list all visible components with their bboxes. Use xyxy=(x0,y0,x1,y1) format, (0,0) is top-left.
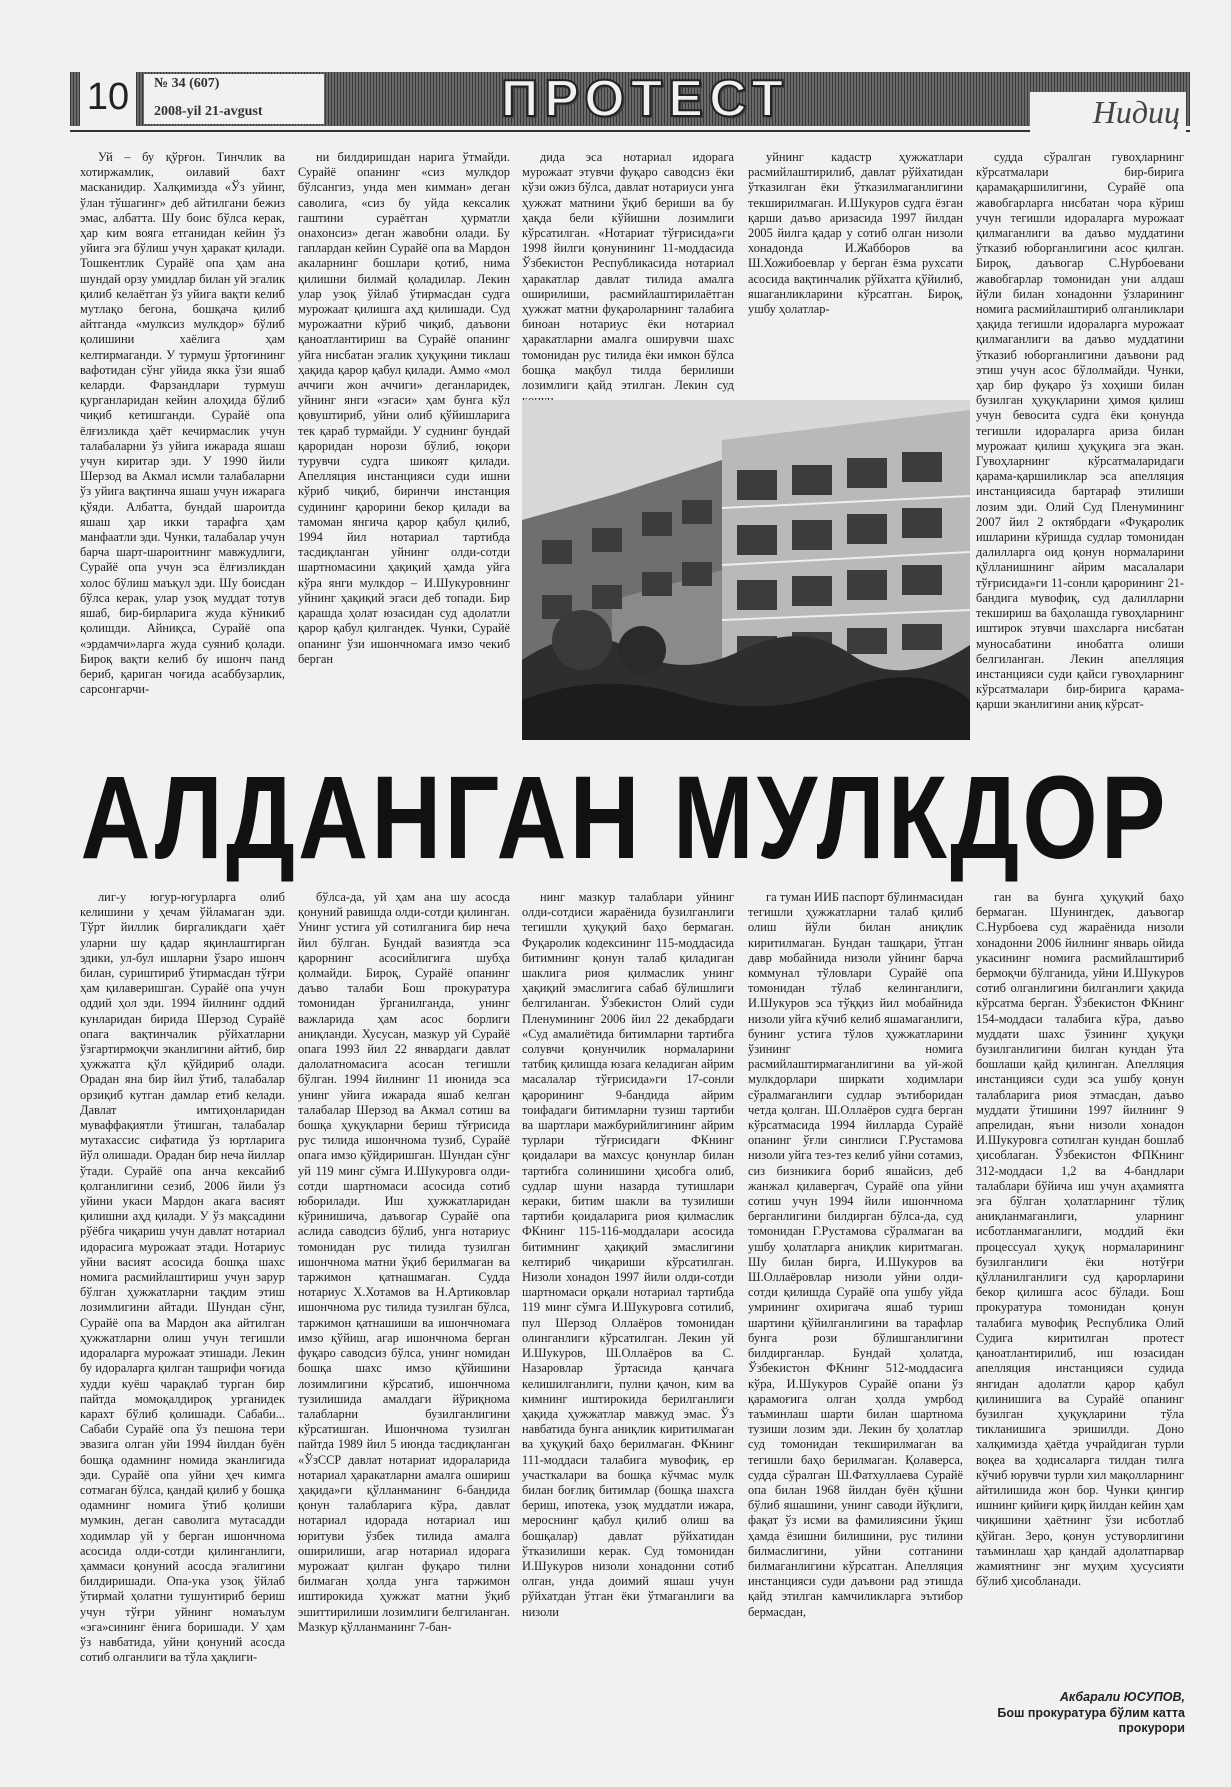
bottom-column-3 xyxy=(522,890,734,1770)
author-signature xyxy=(975,1690,1185,1737)
top-column-5 xyxy=(976,150,1184,745)
article-headline xyxy=(75,750,1175,885)
rubric-title: ПРОТЕСТ xyxy=(500,70,790,128)
top-column-3 xyxy=(522,150,734,396)
page-number-box xyxy=(80,68,136,126)
rubric-box xyxy=(480,68,810,130)
article-text: га туман ИИБ паспорт бўлинмасидан тегишли ҳужжатларни талаб қилиб олиш йўли билан аниқлик киритилмаган. Бундан ташқари, ўтган давр мобайнида низоли уйнинг барча коммунал тўловлари Сурайё опа томонидан тўлаб келинганлиги, И.Шукуров эса тўққиз йил мобайнида низоли уйга кўчиб келиб яшамаганлиги, бунинг устига тўлов ҳужжатларини ўзининг номига расмийлаштирмаганлигини ва уй-жой мулкдорлари ширкати ходимлари сўралмаганлиги судлар эътиборидан четда қолган. Ш.Оллаёров судга берган кўрсатмасида 1994 йилларда Сурайё опанинг ўғли синглиси Г.Рустамова низоли уйга тез-тез келиб уйни сотамиз, сиз бизникига бориб яшайсиз, деб жанжал қилавергач, Сурайё опа уйни сотиш учун 1994 йили ишончнома берганлигини билдирган бўлса-да, суд томонидан Г.Рустамова сўралмаган ва ушбу ҳолатларга аниқлик киритмаган. Шу билан бирга, И.Шукуров ва Ш.Оллаёровлар низоли уйни олди-сотди қилишда Сурайё опа ушбу уйда умрининг охиригача яшаб туриш шартини қўйилганлигини ва тарафлар бунга рози бўлишганлигини билдирганлар. Бундай ҳолатда, Ўзбекистон ФКнинг 512-моддасига кўра, И.Шукуров Сурайё опани ўз қарамоғига олган ҳолда умрбод таъминлаш шарти билан шартнома тузиши лозим эди. Лекин бу ҳолатлар суд томонидан текширилмаган ва тегишли баҳо берилмаган. Қолаверса, судда сўралган Ш.Фатхуллаева Сурайё опа билан 1968 йилдан буён қўшни бўлиб яшашини, унинг саводи йўқлиги, фақат ўз исми ва фамилиясини ўқиш ҳамда ёзишни билишини, рус тилини билмаслигини, уйни сотганини билмаганлигини кўрсатган. Апелляция инстанцияси суди даъвони рад этишда қайд этилган камчиликларга эътибор бермасдан, xyxy=(748,890,963,1619)
bottom-column-4 xyxy=(748,890,963,1770)
article-text: дида эса нотариал идорага мурожаат этувчи фуқаро саводсиз ёки кўзи ожиз бўлса, давлат нотариуси унга ҳужжат матнини ўқиб бериши ва бу ҳақда бели кўйишни лозимлиги кўрсатилган. «Нотариат тўғрисида»ги 1998 йилги қонунининг 11-моддасида Ўзбекистон Республикасида нотариал ҳаракатлар давлат тилида амалга оширилиши, расмийлаштирилаётган ҳужжат матни фуқароларнинг талабига биноан нотариус ёки нотариал ҳаракатларни амалга оширувчи шахс томонидан рус тилида ёки имкон бўлса бошқа мақбул тилда берилиши лозимлиги қайд этилган. Лекин суд xyxy=(522,150,734,393)
page-header xyxy=(70,68,1190,132)
article-text: нинг мазкур талаблари уйнинг олди-сотдиси жараёнида бузилганлиги тегишли ҳуқуқий баҳо бермаган. Фуқаролик кодексининг 115-моддасида битимнинг қонун талаб қиладиган шаклига риоя қилмаслик унинг ҳақиқий эмаслигига сабаб бўлишлиги белгиланган. Ўзбекистон Олий суди Пленумининг 2006 йил 22 декабрдаги «Суд амалиётида битимларни тартибга солувчи қонунчилик нормаларини татбиқ қилишда юзага келадиган айрим масалалар тўғрисида»ги 17-сонли қарорининг 9-бандида айрим тоифадаги битимларни тузиш тартиби ва шартлари мажбурийлигининг айрим турлари тўғрисидаги ФКнинг қоидалари ва махсус қонунлар билан тартибга солинишини ҳисобга олиб, судлар шуни назарда тутишлари кераки, битим шакли ва тузилиши тартиби қоидаларига риоя қилмаслик ФКнинг 115-116-моддалари асосида битимнинг ҳақиқий эмаслигини келтириб чиқариши кўрсатилган. Низоли хонадон 1997 йили олди-сотди шартномаси орқали нотариал тартибда 119 минг сўмга И.Шукуровга сотилиб, пул Шерзод Оллаёров томонидан олинганлиги кўрсатилган. Лекин уй И.Шукуров, Ш.Оллаёров ва С. Назаровлар ўртасида қанчага келишилганлиги, пулни қачон, ким ва кимнинг иштирокида берилганлиги ҳақида ҳужжатлар мавжуд эмас. Ўз навбатида бунга аниқлик киритилмаган ва ҳуқуқий баҳо берилмаган. ФКнинг 111-моддаси талабига мувофиқ, ер участкалари ва бошқа кўчмас мулк билан боғлиқ битимлар (бошқа шахсга бериш, ипотека, узоқ муддатли ижара, мероснинг қабул қилиб олиш ва бошқалар) давлат рўйхатидан ўтказилиши керак. Суд томонидан И.Шукуров низоли хонадонни сотиб олган, унда доимий яшаш учун рўйхатдан ўтган ёки ўтмаганлиги ва низоли xyxy=(522,890,734,1619)
bottom-column-5 xyxy=(976,890,1184,1685)
bottom-column-2 xyxy=(298,890,510,1770)
header-rule xyxy=(70,130,1190,132)
article-text: уйнинг кадастр ҳужжатлари расмийлаштирилиб, давлат рўйхатидан ўтказилган ёки ўтказилмаганлигини текширилмаган. И.Шукуров судга ёзган қарши даъво аризасида 1997 йилдан 2005 йилга қадар у сотиб олган низоли хонадонда И.Жабборов ва Ш.Хожибоевлар у берган ёзма рухсати асосида вақтинчалик рўйхатга қўйилиб, яшаганликларини кўрсатган. Бироқ, ушбу ҳолатлар- xyxy=(748,150,963,317)
author-position-cont: прокурори xyxy=(1118,1721,1185,1735)
issue-date: 2008-yil 21-avgust xyxy=(154,104,263,119)
top-column-4 xyxy=(748,150,963,396)
article-text: бўлса-да, уй ҳам ана шу асосда қонуний равишда олди-сотди қилинган. Унинг устига уй сотилганига бир неча йил бўлган. Бундай вазиятда эса қарорнинг асосийлигига шубҳа қолмайди. Бироқ, Сурайё опанинг даъво талаби Бош прокуратура томонидан ўрганилганда, унинг важларида ҳам асос борлиги аниқланди. Хусусан, мазкур уй Сурайё опага 1993 йил 22 январдаги давлат далолатномасига асосан тегишли бўлган. 1994 йилнинг 11 июнида эса унинг уйига ижарада яшаб келган талабалар Шерзод ва Акмал сотиш ва бошқа ҳуқуқларни бериш тўғрисида рус тилида ишончнома тузиб, Сурайё опага имзо қўйдиришган. Шундан сўнг уй 119 минг сўмга И.Шукуровга олди-сотди шартномаси асосида сотиб юборилади. Иш ҳужжатларидан кўринишича, даъвогар Сурайё опа аслида саводсиз бўлиб, унга нотариус томонидан рус тилида тузилган ишончнома матни ўқиб берилмаган ва таржимон қатнашмаган. Судда нотариус Х.Хотамов ва Н.Артиковлар ишончнома рус тилида тузилган бўлса, таржимон қатнашиши ва ишончномага имзо қўйиш, агар ишончнома берган фуқаро саводсиз бўлса, унинг номидан бошқа шахс имзо қўйишини лозимлигини кўрсатиб, ишончнома тузилишида амалдаги йўриқнома талабларни бузилганлигини кўрсатишган. Ишончнома тузилган пайтда 1989 йил 5 июнда тасдиқланган «ЎзССР давлат нотариат идораларида нотариал ҳаракатларни амалга ошириш ҳақида»ги қўлланманинг 6-бандида қонун талабларига кўра, давлат нотариал идорада нотариал иш юритуви ўзбек тилида амалга оширилиши, агар нотариал идорага мурожаат қилган фуқаро тилни билмаган ҳолда унга таржимон иштирокида ҳужжат матни ўқиб эшиттирилиши лозимлиги белгиланган. Мазкур қўлланманинг 7-бан- xyxy=(298,890,510,1634)
article-text: лиг-у югур-югурларга олиб келишини у ҳечам ўйламаган эди. Тўрт йиллик биргаликдаги ҳаёт уларни шу қадар яқинлаштирган эдики, ул-бул ишларни ўзаро ишонч билан, суриштириб ўтирмасдан тўғри ҳам қилаверишган. Сурайё опа учун оддий ҳол эди. 1994 йилнинг оддий кунларидан бирида Шерзод Сурайё опага вақтинчалик рўйхатларни ўзгартирмоқчи эканлигини айтиб, бир ҳужжатга қўл қўйдириб олади. Орадан яна бир йил ўтиб, талабалар орзиқиб кутган дамлар етиб келади. Давлат имтиҳонларидан муваффақиятли ўтишган, талабалар мутахассис сифатида ўз юртларига йўл олишади. Орадан бир неча йиллар ўтади. Сурайё опа анча кексайиб қолганлигини сезиб, 2006 йили ўз уйини укаси Мардон акага васият қилишни аҳд қилади. У ўз мақсадини рўёбга чиқариш учун давлат нотариал идорасига мурожаат этади. Нотариус уйни васият асосида бошқа шахс номига расмийлаштириш учун зарур бўлган ҳужжатларни тақдим этиш лозимлигини айтади. Шундан сўнг, Сурайё опа ва Мардон ака айтилган ҳужжатларни олиш учун тегишли идораларга мурожаат этишади. Лекин бу идораларга қилган ташрифи чоғида худди куёш чарақлаб турган бир пайтда момоқалдироқ урганидек карахт бўлиб қолишади. Сабаби... Сабаби Сурайё опа ўз пешона тери эвазига олган уйи 1994 йилдан буён бошқа одамнинг номида эканлигида эди. Сурайё опа уйни ҳеч кимга сотмаган бўлса, қандай қилиб у бошқа одамнинг номига ўтиб қолиши мумкин, деган саволига мутасадди ходимлар уй у берган ишончнома асосида олди-сотди қилинганлиги, ҳаммаси қонуний асосда эгалигини билдиришади. Опа-ука узоқ ўйлаб ўтирмай ҳолатни тушунтириб бериш учун тўғри уйнинг номаълум «эга»сининг ёнига боришади. У ҳам ўз навбатида, уйни қонуний асосда сотиб олганлиги ва тўла ҳақлиги- xyxy=(80,890,285,1665)
article-text: ган ва бунга ҳуқуқий баҳо бермаган. Шунингдек, даъвогар С.Нурбоева суд жараёнида низоли хонадонни 2006 йилнинг январь ойида укасининг номига расмийлаштириб бермоқчи бўлганида, уйни И.Шукуров сотиб олганлигини билганлиги ҳақида кўрсатма берган. Ўзбекистон ФКнинг 154-моддаси талабига кўра, даъво муддати шахс ўзининг ҳуқуқи бузилганлигини билган кундан ўта бошлаши қайд қилинган. Апелляция инстанцияси суди эса ушбу қонун талабларига риоя этмасдан, даъво муддати ўтишини 1997 йилнинг 9 апрелидан, яъни низоли хонадон И.Шукуровга сотилган кундан бошлаб ҳисоблаган. Ўзбекистон ФПКнинг 312-моддаси 1,2 ва 4-бандлари талаблари бўйича иш учун аҳамиятга эга бўлган ҳолатларнинг тўлиқ аниқланмаганлиги, уларнинг исботланмаганлиги, моддий ёки процессуал ҳуқуқ нормаларининг бузилганлиги ёки нотўғри қўлланилганлиги суд қарорларини бекор қилишга асос бўлади. Бош прокуратура томонидан қонун талабига мувофиқ Республика Олий Судига киритилган протест қаноатлантирилиб, иш юзасидан апелляция инстанцияси судида янгидан адолатли қарор қабул қилинишига ва Сурайё опанинг бузилган ҳуқуқларини тўла тикланишига эришилди. Доно халқимизда ҳаётда учрайдиган турли воқеа ва ҳодисаларга тилдан тилга кўчиб юрувчи турли хил мақолларнинг айтилишида жон бор. Чунки қингир ишнинг қийиғи қирқ йилдан кейин ҳам чиқишини ҳаётнинг ўзи исботлаб қўйган. Зеро, қонун устуворлигини таъминлаш ҳар қандай адолатпарвар жамиятнинг энг муҳим ҳусусияти бўлиб ҳисобланади. xyxy=(976,890,1184,1589)
series-box xyxy=(1030,92,1186,132)
headline-text: АЛДАНГАН МУЛКДОР xyxy=(80,751,1170,884)
author-position: Бош прокуратура бўлим катта xyxy=(997,1705,1185,1720)
top-column-2 xyxy=(298,150,510,745)
top-column-1 xyxy=(80,150,285,745)
article-text: ни билдиришдан нарига ўтмайди. Сурайё опанинг «сиз мулкдор бўлсангиз, унда мен кимман» деган саволига, «сиз бу уйда кексалик гаштини сураётган ҳурматли онахонсиз» деган жавобни олади. Бу гаплардан кейин Сурайё опа ва Мардон акаларнинг бошлари қотиб, нима қилишни билмай қоладилар. Лекин улар узоқ ўйлаб ўтирмасдан судга мурожаат қилишга аҳд қилишади. Суд мурожаатни кўриб чиқиб, даъвони қаноатлантириш ва Сурайё опанинг уйга нисбатан эгалик ҳуқуқини тиклаш ҳақида қарор қабул қилади. Аммо «мол аччиги жон аччиги» деганларидек, уйнинг янги «эгаси» ҳам бунга кўл қовуштириб, уйни олиб қўйишларига тек қараб турмайди. У суднинг бундай қароридан норози бўлиб, юқори турувчи судга шикоят қилади. Апелляция инстанцияси суди ишни кўриб чиқиб, биринчи инстанция судининг қарорини бекор қилади ва тамоман янгича қарор қабул қилиб, 1994 йил нотариал тартибда тасдиқланган уйнинг олди-сотди шартномасини ҳақиқий ҳамда уйга кўра янги мулкдор – И.Шукуровнинг уйнинг ҳақиқий эгаси деб топади. Бир қарашда ҳолат юзасидан суд адолатли қарор қабул қилгандек. Чунки, Сурайё опанинг ўзи ишончномага имзо чекиб берган xyxy=(298,150,510,666)
issue-number: № 34 (607) xyxy=(154,76,220,91)
page-number: 10 xyxy=(86,75,130,118)
apartment-building-photo xyxy=(522,400,970,740)
bottom-column-1 xyxy=(80,890,285,1770)
article-text: судда сўралган гувоҳларнинг кўрсатмалари бир-бирига қарамақаршилигини, Сурайё опа жавобгарларга нисбатан чора кўриш учун тегишли идораларга мурожаат қилмаганлиги ва даъво муддатини ўтказиб юборганлигини асос қилган. Бироқ, даъвогар С.Нурбоевани жавобгарлар томонидан уни алдаш йўли билан хонадонни ўзларининг номига расмийлаштириб олганликлари ҳақида тегишли идораларга мурожаат қилмаганлиги ва даъво муддатини ўтказиб юборганлигини даъвони рад этиш учун асос бўлолмайди. Чунки, ҳар бир фуқаро ўз хоҳиши билан бузилган ҳуқуқларини ҳимоя қилиш учун бевосита судга ёки қонунда тегишли идораларга ариза билан мурожаат қилиш ҳуқуқига эга экан. Гувоҳларнинг кўрсатмаларидаги қарама-қаршиликлар эса апелляция инстанциясида бартараф этилиши лозим эди. Олий Суд Пленумининг 2007 йил 2 октябрдаги «Фуқаролик ишларини кўришда судлар томонидан далилларга оид қонун нормаларини қўлланишнинг айрим масалалари тўғрисида»ги 11-сонли қарорининг 21-бандига мувофиқ, суд далилларни текшириш ва баҳолашда гувоҳларнинг иштирок этувчи шахсларга нисбатан муносабатини инобатга олиши белгиланган. Лекин апелляция инстанцияси суди қайси гувоҳларнинг кўрсатмалари бир-бирига қарама-қарши эканлигини аниқ кўрсат- xyxy=(976,150,1184,712)
author-name: Акбарали ЮСУПОВ, xyxy=(1059,1690,1185,1704)
article-text: Уй – бу қўрғон. Тинчлик ва хотиржамлик, оилавий бахт масканидир. Халқимизда «Ўз уйинг, ўлан тўшагинг» деб айтилгани бежиз эмас, албатта. Шу боис бўлса керак, ҳар ким вояга етганидан кейин ўз уйига эга бўлиш учун ҳаракат қилади. Тошкентлик Сурайё опа ҳам ана шундай орзу умидлар билан уй эгалик қилиб келаётган ўз уйига вақти келиб мутлақо бегона, бошқача қилиб айтганда «мулксиз мулкдор» бўлиб қолишини хаёлига ҳам келтирмаганди. У турмуш ўртоғининг вафотидан сўнг уйида якка ўзи яшаб келарди. Фарзандлари турмуш қурганларидан кейин алоҳида бўлиб чиқиб кетишганди. Сурайё опа ёлғизликда ҳаёт кечирмаслик учун талабаларни ўз уйига ижарада яшаш учун киритар эди. У 1990 йили Шерзод ва Акмал исмли талабаларни ўз уйига вақтинча яшаш учун ижарага қўяди. Албатта, бундай шароитда яшаш ҳар икки тарафга ҳам манфаатли эди. Чунки, талабалар учун барча шарт-шароитнинг мавжудлиги, Сурайё опа учун эса ёлғизликдан холос бўлиш маъқул эди. Шу боисдан бўлса керак, улар узоқ муддат тотув яшаб, бир-бирларига жуда кўникиб қолишди. Айниқса, Сурайё опа «эрдамчи»ларга жуда суяниб қолади. Бироқ вақти келиб бу ишонч панд бериб, қариган чоғида асаббузарлик, сарсонгарчи- xyxy=(80,150,285,697)
series-title: Нидиц xyxy=(1092,93,1180,130)
